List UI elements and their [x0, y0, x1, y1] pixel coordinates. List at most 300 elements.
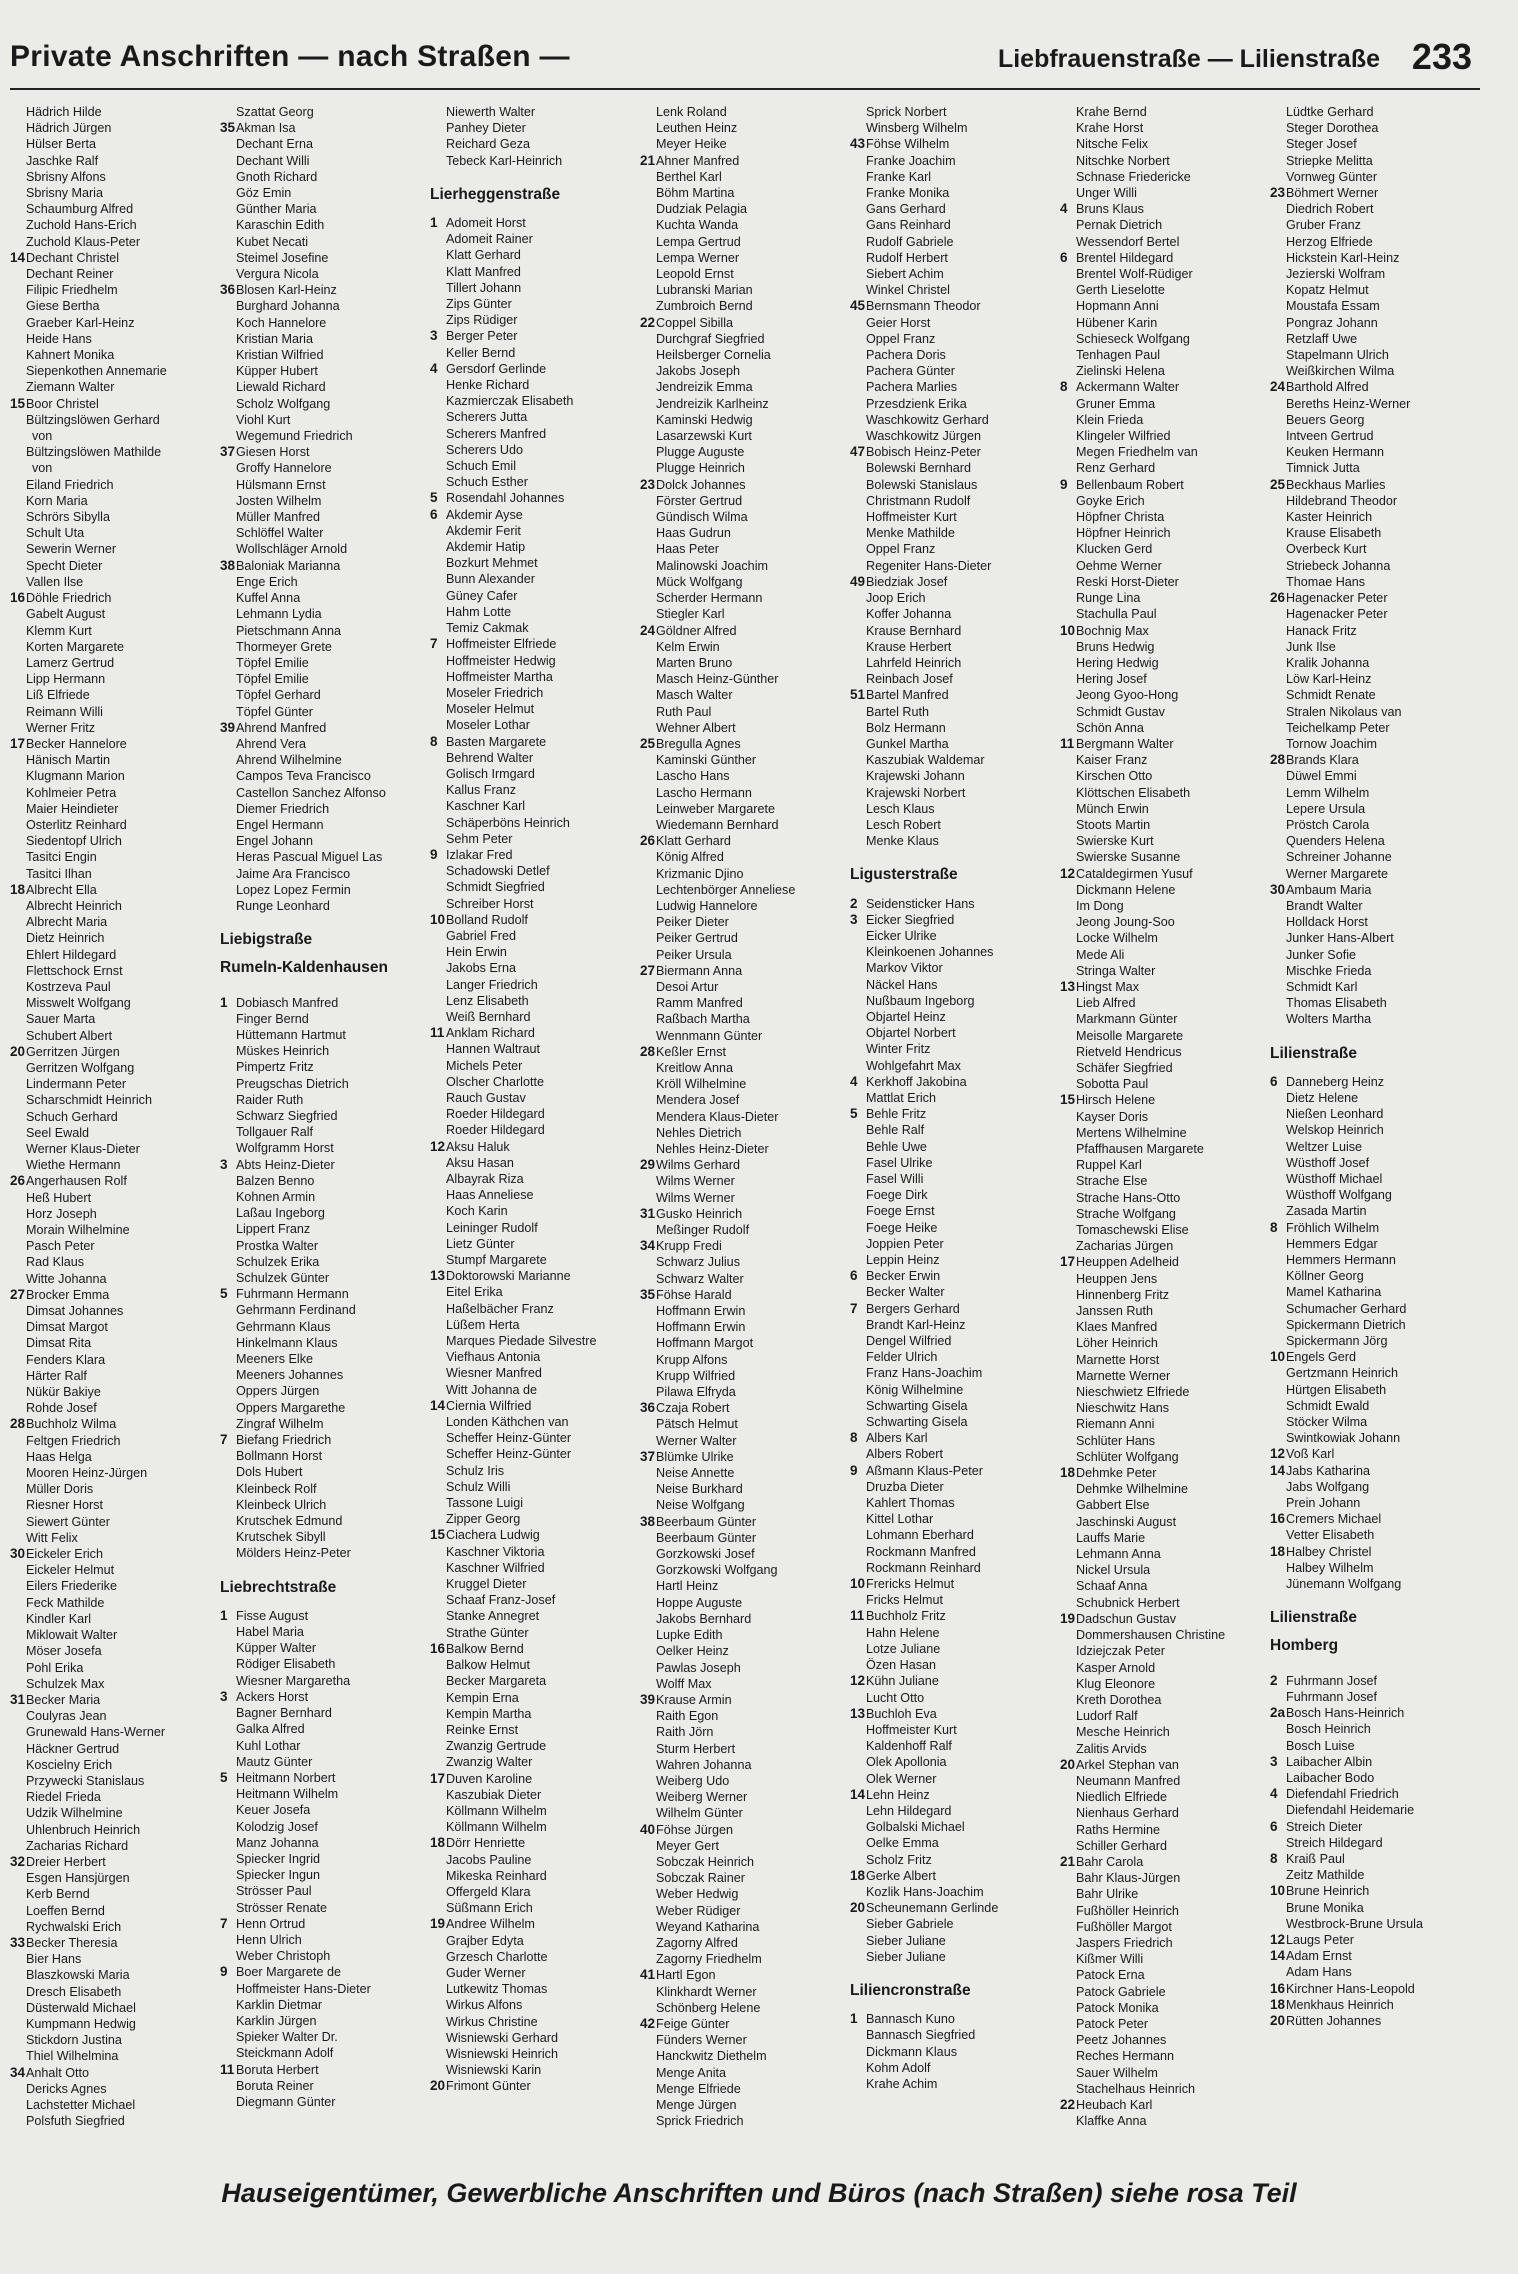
directory-entry — [1060, 2016, 1268, 2032]
directory-entry — [10, 331, 218, 347]
directory-entry — [640, 574, 848, 590]
resident-name: Tassone Luigi — [446, 1496, 524, 1511]
resident-name: Strache Else — [1076, 1174, 1148, 1189]
directory-entry — [10, 2065, 218, 2081]
resident-name: Ludwig Hannelore — [656, 898, 758, 913]
directory-entry — [220, 1624, 428, 1640]
resident-name: Mattlat Erich — [866, 1090, 936, 1105]
house-number: 20 — [850, 1900, 866, 1916]
directory-entry — [1060, 898, 1268, 914]
resident-name: Tornow Joachim — [1286, 736, 1377, 751]
resident-name: Ambaum Maria — [1286, 882, 1372, 897]
resident-name: Weber Rüdiger — [656, 1903, 741, 1918]
resident-name: Danneberg Heinz — [1286, 1074, 1385, 1089]
resident-name: Rödiger Elisabeth — [236, 1657, 336, 1672]
directory-entry — [640, 930, 848, 946]
house-number: 2 — [850, 895, 858, 911]
resident-name: Heras Pascual Miguel Las — [236, 850, 383, 865]
directory-entry — [1060, 1416, 1268, 1432]
resident-name: Berthel Karl — [656, 169, 722, 184]
directory-entry — [850, 655, 1058, 671]
directory-entry — [1060, 331, 1268, 347]
resident-name: Lieb Alfred — [1076, 996, 1136, 1011]
directory-entry — [430, 685, 638, 701]
resident-name: Dengel Wilfried — [866, 1334, 952, 1349]
resident-name: Kröll Wilhelmine — [656, 1077, 747, 1092]
directory-entry — [640, 1433, 848, 1449]
directory-entry — [1270, 315, 1478, 331]
resident-name: Weyand Katharina — [656, 1919, 760, 1934]
resident-name: Kleinbeck Ulrich — [236, 1497, 327, 1512]
directory-entry — [220, 1351, 428, 1367]
resident-name: von — [32, 429, 53, 444]
directory-entry — [640, 995, 848, 1011]
resident-name: Näckel Hans — [866, 977, 938, 992]
resident-name: Liewald Richard — [236, 380, 326, 395]
directory-entry — [430, 798, 638, 814]
resident-name: Henn Ortrud — [236, 1916, 306, 1931]
resident-name: Giese Bertha — [26, 299, 100, 314]
directory-entry — [430, 750, 638, 766]
directory-entry — [220, 1027, 428, 1043]
resident-name: Przywecki Stanislaus — [26, 1773, 145, 1788]
directory-entry — [10, 347, 218, 363]
resident-name: Junker Hans-Albert — [1286, 931, 1394, 946]
directory-entry — [10, 1449, 218, 1465]
directory-entry — [1270, 1155, 1478, 1171]
house-number: 38 — [640, 1513, 656, 1529]
directory-entry — [10, 412, 218, 428]
directory-entry — [1270, 1851, 1478, 1867]
directory-entry — [640, 914, 848, 930]
directory-entry — [10, 1773, 218, 1789]
resident-name: Krahe Achim — [866, 2076, 938, 2091]
resident-name: Reinbach Josef — [866, 672, 953, 687]
resident-name: Bagner Bernhard — [236, 1706, 332, 1721]
resident-name: Küpper Hubert — [236, 364, 318, 379]
directory-entry — [1270, 1139, 1478, 1155]
resident-name: Düsterwald Michael — [26, 2000, 136, 2015]
resident-name: Dehmke Peter — [1076, 1466, 1157, 1481]
resident-name: Becker Theresia — [26, 1935, 118, 1950]
directory-entry — [1270, 1317, 1478, 1333]
house-number: 1 — [220, 994, 228, 1010]
resident-name: Balzen Benno — [236, 1173, 315, 1188]
resident-name: Gusko Heinrich — [656, 1206, 743, 1221]
resident-name: Leppin Heinz — [866, 1253, 940, 1268]
house-number: 4 — [1270, 1786, 1278, 1802]
directory-entry — [640, 1416, 848, 1432]
resident-name: Hoffmann Margot — [656, 1336, 754, 1351]
resident-name: Guder Werner — [446, 1965, 526, 1980]
resident-name: Lempa Gertrud — [656, 234, 741, 249]
directory-entry — [640, 1368, 848, 1384]
resident-name: Seel Ewald — [26, 1125, 90, 1140]
resident-name: Offergeld Klara — [446, 1884, 531, 1899]
resident-name: Gertzmann Heinrich — [1286, 1366, 1398, 1381]
resident-name: Bolewski Stanislaus — [866, 477, 978, 492]
resident-name: Schwarz Siegfried — [236, 1108, 338, 1123]
directory-entry — [640, 428, 848, 444]
resident-name: Albrecht Ella — [26, 882, 97, 897]
directory-entry — [220, 1545, 428, 1561]
resident-name: Weiß Bernhard — [446, 1009, 531, 1024]
directory-entry — [850, 460, 1058, 476]
directory-entry — [1060, 1611, 1268, 1627]
directory-entry — [640, 1254, 848, 1270]
resident-name: Schubnick Herbert — [1076, 1595, 1180, 1610]
directory-entry — [640, 801, 848, 817]
resident-name: Engel Johann — [236, 834, 314, 849]
directory-entry — [430, 1284, 638, 1300]
directory-entry — [430, 264, 638, 280]
directory-entry — [640, 379, 848, 395]
resident-name: Schuch Emil — [446, 459, 516, 474]
directory-entry — [640, 1044, 848, 1060]
house-number: 33 — [10, 1934, 26, 1950]
directory-entry — [10, 1643, 218, 1659]
resident-name: Marten Bruno — [656, 655, 733, 670]
resident-name: Aßmann Klaus-Peter — [866, 1463, 983, 1478]
directory-entry — [220, 1883, 428, 1899]
directory-entry — [640, 477, 848, 493]
resident-name: Lüdtke Gerhard — [1286, 105, 1374, 119]
directory-entry — [1060, 1822, 1268, 1838]
directory-entry — [640, 120, 848, 136]
directory-entry — [640, 1595, 848, 1611]
directory-entry — [850, 120, 1058, 136]
directory-entry — [1270, 1236, 1478, 1252]
directory-entry — [1060, 169, 1268, 185]
resident-name: Jakobs Erna — [446, 961, 517, 976]
directory-entry — [430, 442, 638, 458]
resident-name: Spieker Walter Dr. — [236, 2030, 338, 2045]
resident-name: Nükür Bakiye — [26, 1385, 101, 1400]
resident-name: Niewerth Walter — [446, 105, 536, 119]
directory-entry — [640, 1660, 848, 1676]
directory-entry — [1270, 477, 1478, 493]
resident-name: Streich Hildegard — [1286, 1835, 1383, 1850]
resident-name: Wiesner Margaretha — [236, 1673, 351, 1688]
resident-name: Bahr Ulrike — [1076, 1887, 1139, 1902]
resident-name: Fasel Ulrike — [866, 1155, 933, 1170]
resident-name: Dietz Heinrich — [26, 931, 105, 946]
directory-entry — [850, 960, 1058, 976]
directory-entry — [640, 1789, 848, 1805]
directory-entry — [220, 1673, 428, 1689]
directory-entry — [850, 1511, 1058, 1527]
directory-entry — [10, 1546, 218, 1562]
resident-name: Tenhagen Paul — [1076, 348, 1161, 363]
resident-name: Grajber Edyta — [446, 1933, 524, 1948]
resident-name: Pasch Peter — [26, 1239, 95, 1254]
house-number: 16 — [430, 1640, 446, 1656]
resident-name: Kaszubiak Waldemar — [866, 753, 985, 768]
resident-name: Kindler Karl — [26, 1611, 92, 1626]
directory-entry — [1060, 1141, 1268, 1157]
directory-entry — [850, 590, 1058, 606]
directory-entry — [430, 345, 638, 361]
resident-name: Göldner Alfred — [656, 623, 737, 638]
directory-entry — [220, 331, 428, 347]
directory-entry — [640, 671, 848, 687]
resident-name: Keuken Hermann — [1286, 445, 1385, 460]
directory-entry — [220, 1416, 428, 1432]
directory-entry — [640, 1514, 848, 1530]
resident-name: Lutkewitz Thomas — [446, 1982, 548, 1997]
directory-entry — [1060, 1352, 1268, 1368]
resident-name: Sieber Juliane — [866, 1949, 946, 1964]
directory-entry — [850, 1252, 1058, 1268]
directory-entry — [430, 1155, 638, 1171]
house-number: 13 — [1060, 978, 1076, 994]
resident-name: Mamel Katharina — [1286, 1285, 1382, 1300]
directory-entry — [850, 1301, 1058, 1317]
resident-name: Nienhaus Gerhard — [1076, 1806, 1179, 1821]
house-number: 30 — [10, 1546, 26, 1562]
resident-name: Boor Christel — [26, 396, 99, 411]
directory-entry — [430, 1430, 638, 1446]
resident-name: Neumann Manfred — [1076, 1773, 1181, 1788]
resident-name: Kleinbeck Rolf — [236, 1481, 317, 1496]
directory-entry — [220, 785, 428, 801]
resident-name: Kristian Maria — [236, 331, 313, 346]
resident-name: Coppel Sibilla — [656, 315, 734, 330]
resident-name: Czaja Robert — [656, 1401, 730, 1416]
house-number: 2a — [1270, 1705, 1286, 1721]
directory-entry — [640, 1238, 848, 1254]
resident-name: Klatt Manfred — [446, 264, 521, 279]
resident-name: Albrecht Maria — [26, 915, 108, 930]
resident-name: Marnette Horst — [1076, 1352, 1160, 1367]
directory-entry — [1270, 736, 1478, 752]
resident-name: Moseler Friedrich — [446, 685, 544, 700]
resident-name: Schwarz Julius — [656, 1255, 740, 1270]
house-number: 28 — [640, 1043, 656, 1059]
resident-name: Zips Günter — [446, 297, 512, 312]
resident-name: Brandt Walter — [1286, 898, 1363, 913]
directory-entry — [1270, 833, 1478, 849]
house-number: 6 — [430, 506, 438, 522]
directory-entry — [430, 669, 638, 685]
resident-name: Strösser Renate — [236, 1900, 327, 1915]
resident-name: Hinnenberg Fritz — [1076, 1287, 1170, 1302]
resident-name: Schuch Esther — [446, 475, 528, 490]
resident-name: Neise Wolfgang — [656, 1498, 745, 1513]
house-number: 51 — [850, 687, 866, 703]
house-number: 1 — [430, 215, 438, 231]
resident-name: Raith Egon — [656, 1709, 719, 1724]
resident-name: Westbrock-Brune Ursula — [1286, 1916, 1423, 1931]
directory-entry — [850, 912, 1058, 928]
resident-name: Köllmann Wilhelm — [446, 1803, 547, 1818]
resident-name: Olek Werner — [866, 1771, 937, 1786]
directory-entry — [1270, 1819, 1478, 1835]
directory-entry — [430, 409, 638, 425]
directory-entry — [850, 1187, 1058, 1203]
directory-entry — [220, 525, 428, 541]
resident-name: Wiethe Hermann — [26, 1158, 121, 1173]
directory-entry — [10, 444, 218, 460]
directory-entry — [1060, 1870, 1268, 1886]
resident-name: Blosen Karl-Heinz — [236, 283, 337, 298]
resident-name: Lubranski Marian — [656, 283, 753, 298]
directory-entry — [1270, 525, 1478, 541]
house-number: 7 — [430, 636, 438, 652]
house-number: 19 — [430, 1916, 446, 1932]
resident-name: Zuchold Hans-Erich — [26, 218, 137, 233]
resident-name: Vornweg Günter — [1286, 169, 1378, 184]
directory-entry — [1270, 1074, 1478, 1090]
directory-entry — [10, 250, 218, 266]
resident-name: Dudziak Pelagia — [656, 202, 748, 217]
resident-name: Meyer Gert — [656, 1838, 719, 1853]
resident-name: Keller Bernd — [446, 345, 516, 360]
resident-name: Leininger Rudolf — [446, 1220, 538, 1235]
resident-name: Reski Horst-Dieter — [1076, 574, 1179, 589]
directory-entry — [1060, 1400, 1268, 1416]
resident-name: Hemmers Edgar — [1286, 1236, 1378, 1251]
directory-entry — [1270, 1414, 1478, 1430]
resident-name: Waschkowitz Gerhard — [866, 412, 989, 427]
directory-entry — [430, 1544, 638, 1560]
resident-name: Wüsthoff Michael — [1286, 1172, 1383, 1186]
resident-name: Hartl Heinz — [656, 1579, 719, 1594]
resident-name: Reches Hermann — [1076, 2049, 1174, 2064]
resident-name: Habel Maria — [236, 1625, 304, 1640]
resident-name: Aksu Hasan — [446, 1155, 514, 1170]
resident-name: Bernsmann Theodor — [866, 299, 981, 314]
resident-name: Hickstein Karl-Heinz — [1286, 250, 1400, 265]
directory-entry — [1060, 1303, 1268, 1319]
directory-entry — [850, 136, 1058, 152]
resident-name: Bosch Hans-Heinrich — [1286, 1706, 1405, 1721]
resident-name: Haas Helga — [26, 1449, 92, 1464]
directory-entry — [10, 363, 218, 379]
resident-name: Herzog Elfriede — [1286, 234, 1373, 249]
resident-name: Diemer Friedrich — [236, 801, 330, 816]
resident-name: Striebeck Johanna — [1286, 558, 1391, 573]
directory-entry — [640, 1692, 848, 1708]
directory-entry — [10, 1562, 218, 1578]
directory-entry — [1270, 1997, 1478, 2013]
directory-entry — [10, 590, 218, 606]
resident-name: Wolfgramm Horst — [236, 1141, 334, 1156]
house-number: 18 — [430, 1835, 446, 1851]
resident-name: Küpper Walter — [236, 1641, 317, 1656]
directory-entry — [430, 426, 638, 442]
house-number: 9 — [850, 1462, 858, 1478]
resident-name: Scheffer Heinz-Günter — [446, 1431, 572, 1446]
resident-name: Biefang Friedrich — [236, 1433, 332, 1448]
house-number: 35 — [640, 1286, 656, 1302]
resident-name: Nieschwitz Hans — [1076, 1401, 1170, 1416]
resident-name: Hein Erwin — [446, 945, 507, 960]
directory-entry — [850, 1835, 1058, 1851]
directory-entry — [10, 428, 218, 444]
house-number: 19 — [1060, 1610, 1076, 1626]
resident-name: Steickmann Adolf — [236, 2046, 334, 2061]
directory-entry — [640, 1449, 848, 1465]
directory-entry — [430, 555, 638, 571]
resident-name: Henn Ulrich — [236, 1932, 302, 1947]
resident-name: Kostrzeva Paul — [26, 979, 111, 994]
resident-name: Klugmann Marion — [26, 769, 125, 784]
resident-name: Gehrmann Ferdinand — [236, 1303, 356, 1318]
directory-entry — [1270, 1802, 1478, 1818]
directory-entry — [220, 234, 428, 250]
resident-name: Krause Bernhard — [866, 623, 962, 638]
house-number: 9 — [1060, 476, 1068, 492]
directory-entry — [10, 720, 218, 736]
resident-name: Laßau Ingeborg — [236, 1206, 325, 1221]
directory-entry — [1060, 704, 1268, 720]
house-number: 17 — [10, 735, 26, 751]
resident-name: Weltzer Luise — [1286, 1139, 1363, 1154]
directory-entry — [10, 1692, 218, 1708]
house-number: 31 — [10, 1691, 26, 1707]
resident-name: Hänisch Martin — [26, 753, 110, 768]
resident-name: Stickdorn Justina — [26, 2033, 122, 2048]
resident-name: Zingraf Wilhelm — [236, 1416, 324, 1431]
resident-name: Kuhl Lothar — [236, 1738, 301, 1753]
directory-entry — [1270, 1333, 1478, 1349]
directory-entry — [850, 768, 1058, 784]
resident-name: Klug Eleonore — [1076, 1676, 1156, 1691]
directory-entry — [10, 574, 218, 590]
resident-name: Lüßem Herta — [446, 1317, 520, 1332]
resident-name: Hanack Fritz — [1286, 623, 1357, 638]
directory-entry — [1060, 153, 1268, 169]
directory-entry — [1060, 1222, 1268, 1238]
directory-entry — [640, 947, 848, 963]
house-number: 27 — [10, 1286, 26, 1302]
directory-entry — [640, 1497, 848, 1513]
house-number: 5 — [430, 490, 438, 506]
resident-name: Schrörs Sibylla — [26, 510, 110, 525]
directory-entry — [10, 396, 218, 412]
resident-name: Doktorowski Marianne — [446, 1269, 571, 1284]
directory-entry — [220, 2078, 428, 2094]
directory-entry — [1270, 687, 1478, 703]
directory-entry — [850, 331, 1058, 347]
directory-entry — [430, 1365, 638, 1381]
directory-entry — [1270, 1382, 1478, 1398]
directory-entry — [1060, 1433, 1268, 1449]
resident-name: Kirchner Hans-Leopold — [1286, 1981, 1415, 1996]
resident-name: Dickmann Helene — [1076, 882, 1176, 897]
directory-entry — [850, 574, 1058, 590]
directory-entry — [1060, 1190, 1268, 1206]
resident-name: Schlöffel Walter — [236, 526, 324, 541]
resident-name: Riemann Anni — [1076, 1417, 1155, 1432]
resident-name: Lehmann Lydia — [236, 607, 322, 622]
resident-name: Balkow Helmut — [446, 1658, 530, 1673]
directory-entry — [640, 1805, 848, 1821]
directory-entry — [640, 1060, 848, 1076]
resident-name: Morain Wilhelmine — [26, 1223, 130, 1238]
directory-entry — [430, 1673, 638, 1689]
directory-entry — [640, 1984, 848, 2000]
resident-name: Akdemir Hatip — [446, 540, 526, 555]
resident-name: Gehrmann Klaus — [236, 1319, 331, 1334]
resident-name: Riedel Frieda — [26, 1790, 101, 1805]
directory-entry — [10, 655, 218, 671]
resident-name: Stachelhaus Heinrich — [1076, 2081, 1196, 2096]
directory-entry — [10, 1109, 218, 1125]
resident-name: Krupp Wilfried — [656, 1368, 736, 1383]
directory-entry — [1270, 1721, 1478, 1737]
